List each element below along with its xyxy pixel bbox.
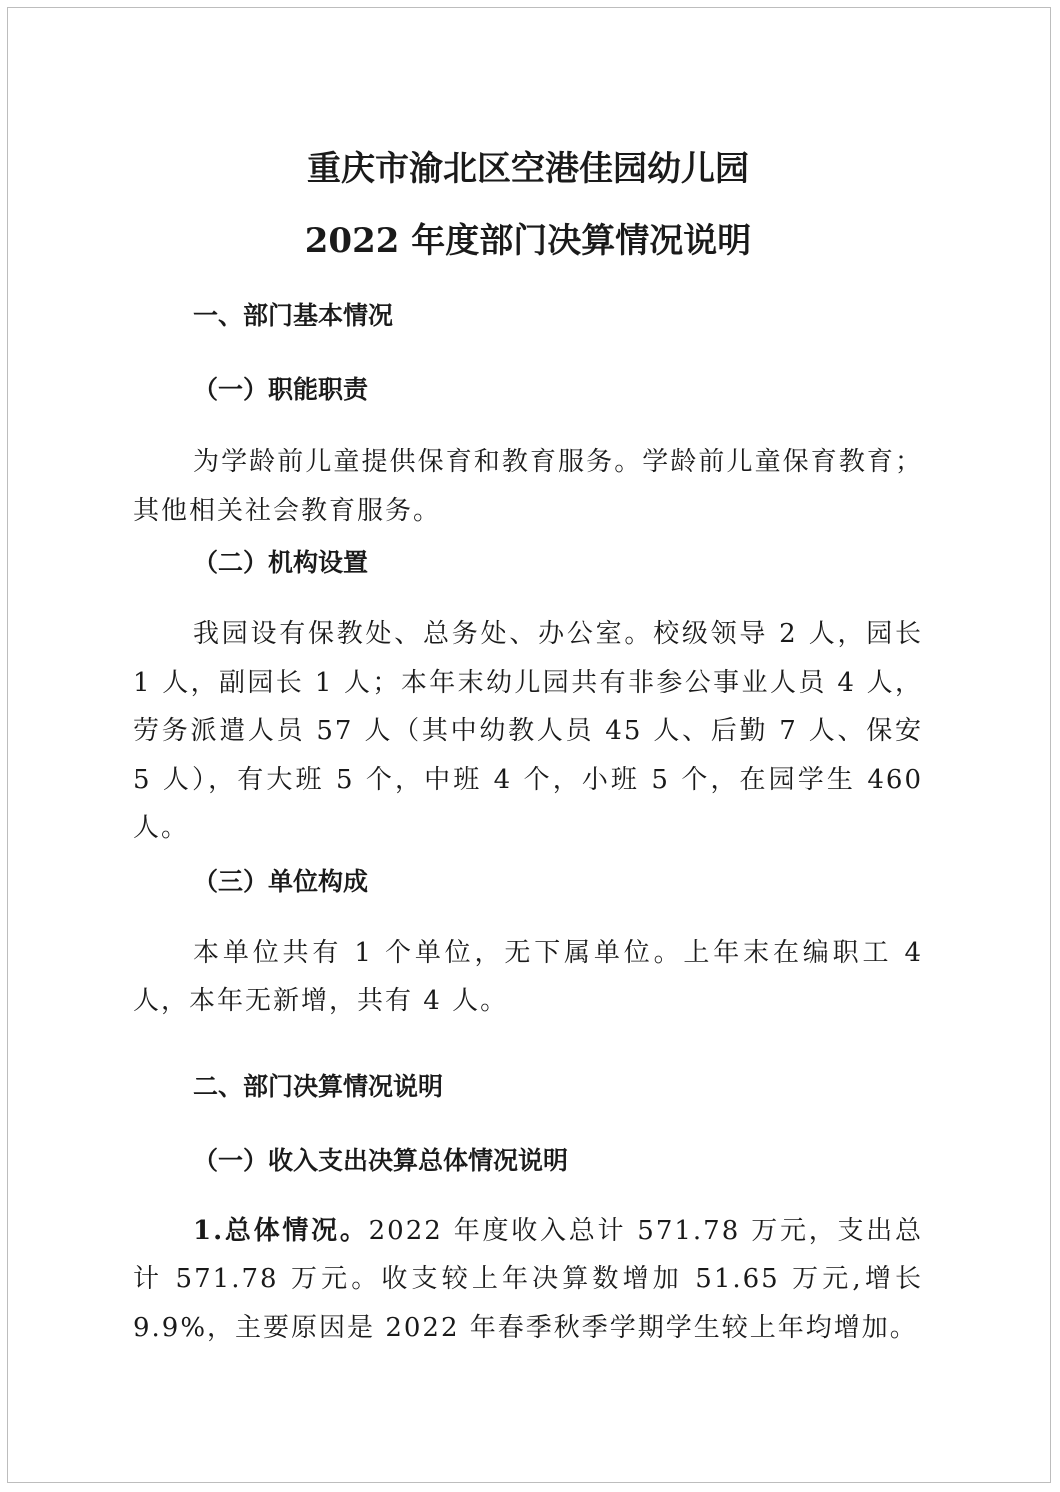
- subsection-heading-income-expense: （一）收入支出决算总体情况说明: [193, 1145, 569, 1175]
- paragraph-overall-text: 2022 年度收入总计 571.78 万元，支出总计 571.78 万元。收支较上年决算数增加 51.65 万元,增长 9.9%，主要原因是 2022 年春季秋季学期学生较上年均增加。: [133, 1215, 923, 1343]
- subsection-heading-functions: （一）职能职责: [193, 375, 369, 404]
- paragraph-overall-lead: 1.总体情况。: [193, 1215, 369, 1246]
- document-title-line-1: 重庆市渝北区空港佳园幼儿园: [307, 149, 749, 189]
- document-page: [7, 7, 1051, 1483]
- section-heading-final-accounts: 二、部门决算情况说明: [193, 1071, 444, 1101]
- subsection-heading-units: （三）单位构成: [193, 866, 369, 896]
- paragraph-functions: 为学龄前儿童提供保育和教育服务。学龄前儿童保育教育；其他相关社会教育服务。: [133, 447, 923, 526]
- paragraph-units: 本单位共有 1 个单位，无下属单位。上年末在编职工 4 人，本年无新增，共有 4 人。: [133, 937, 923, 1016]
- paragraph-overall: [133, 1207, 923, 1353]
- subsection-heading-organization: （二）机构设置: [193, 548, 369, 577]
- section-heading-basic-info: 一、部门基本情况: [193, 301, 394, 330]
- document-title-line-2: 2022 年度部门决算情况说明: [304, 221, 752, 261]
- paragraph-organization: 我园设有保教处、总务处、办公室。校级领导 2 人，园长 1 人，副园长 1 人；本年末幼儿园共有非参公事业人员 4 人，劳务派遣人员 57 人（其中幼教人员 45 人、后勤 7 人、保安 5 人），有大班 5 个，中班 4 个，小班 5 个，在园学生 460 人。: [133, 619, 923, 843]
- document-content: [133, 138, 923, 1352]
